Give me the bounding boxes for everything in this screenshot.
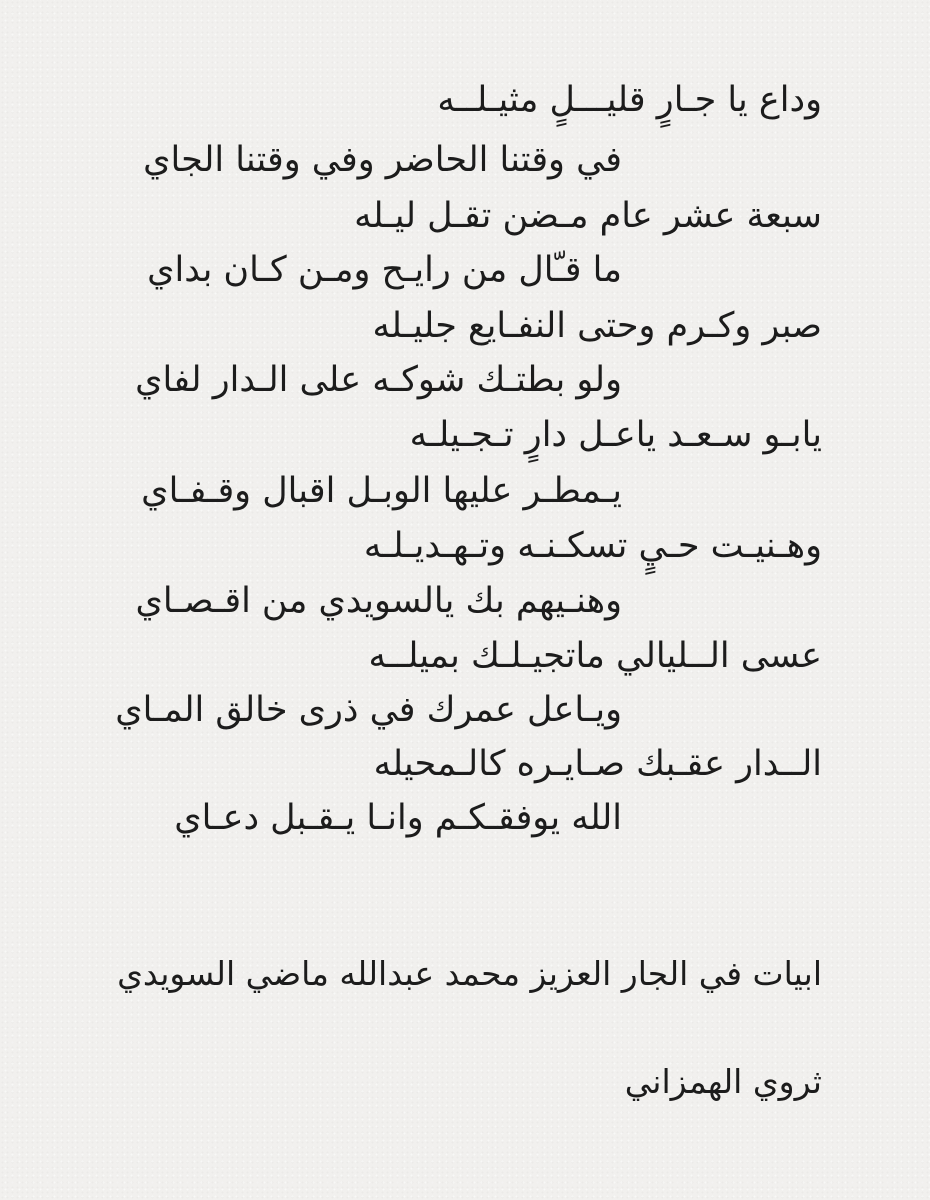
dedication-text: ابيات في الجار العزيز محمد عبدالله ماضي السويدي: [117, 954, 822, 993]
poem-line-8: يـمطـر عليها الوبـل اقبال وقـفـاي: [141, 471, 622, 511]
poem-line-10: وهنـيهم بك يالسويدي من اقـصـاي: [135, 581, 622, 621]
poem-line-6: ولو بطتـك شوكـه على الـدار لفاي: [135, 360, 622, 400]
author-name: ثروي الهمزاني: [624, 1062, 822, 1101]
poem-line-11: عسى الــليالي ماتجيـلـك بميلــه: [368, 636, 822, 676]
poem-line-4: ما قـّال من رايـح ومـن كـان بداي: [147, 250, 622, 290]
poem-line-3: سبعة عشر عام مـضن تقـل ليـله: [354, 196, 822, 236]
poem-line-9: وهـنيـت حـيٍ تسكـنـه وتـهـديـلـه: [363, 526, 822, 566]
poem-line-7: يابـو سـعـد ياعـل دارٍ تـجـيلـه: [409, 415, 822, 455]
poem-line-13: الــدار عقـبك صـايـره كالـمحيله: [373, 744, 822, 784]
poem-line-5: صبر وكـرم وحتى النفـايع جليـله: [372, 306, 822, 346]
poem-line-12: ويـاعل عمرك في ذرى خالق المـاي: [115, 690, 622, 730]
poem-line-1: وداع يا جـارٍ قليـــلٍ مثيـلــه: [437, 80, 822, 120]
poem-line-2: في وقتنا الحاضر وفي وقتنا الجاي: [143, 140, 622, 180]
poem-line-14: الله يوفقـكـم وانـا يـقـبل دعـاي: [174, 798, 622, 838]
